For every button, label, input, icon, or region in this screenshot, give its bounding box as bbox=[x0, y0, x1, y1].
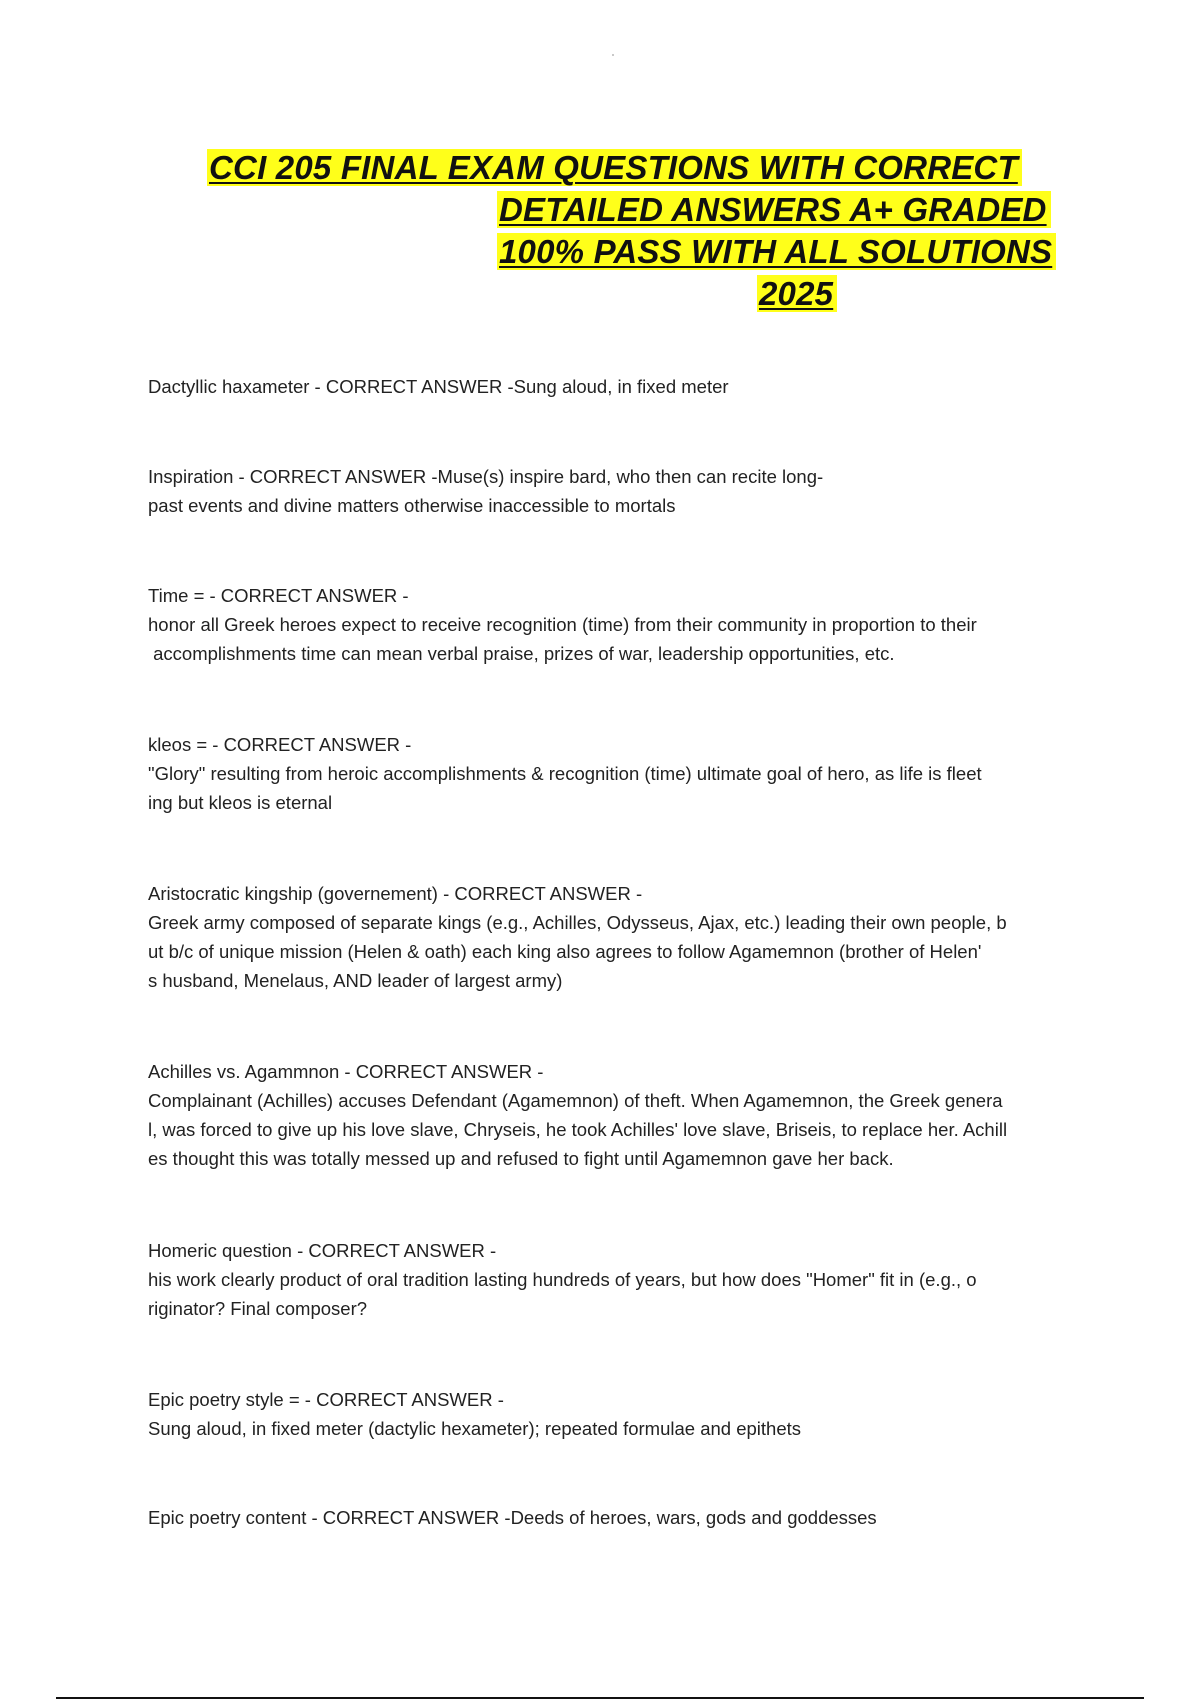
qa-answer-line: "Glory" resulting from heroic accomplishments & recognition (time) ultimate goal of hero, as life is fleet bbox=[148, 763, 982, 784]
qa-question: Epic poetry content - CORRECT ANSWER -Deeds of heroes, wars, gods and goddesses bbox=[148, 1507, 877, 1528]
qa-question: Epic poetry style = - CORRECT ANSWER - bbox=[148, 1389, 504, 1410]
title-line-2: DETAILED ANSWERS A+ GRADED bbox=[497, 190, 1051, 230]
qa-answer-line: Greek army composed of separate kings (e.g., Achilles, Odysseus, Ajax, etc.) leading their own people, b bbox=[148, 912, 1007, 933]
qa-answer-line: l, was forced to give up his love slave, Chryseis, he took Achilles' love slave, Briseis, to replace her. Achill bbox=[148, 1119, 1008, 1140]
qa-answer-line: past events and divine matters otherwise inaccessible to mortals bbox=[148, 495, 676, 516]
qa-question: Homeric question - CORRECT ANSWER - bbox=[148, 1240, 497, 1261]
qa-item-homeric-question bbox=[148, 1236, 1088, 1323]
title-line-3: 100% PASS WITH ALL SOLUTIONS bbox=[497, 232, 1056, 272]
qa-item-aristocratic-kingship bbox=[148, 879, 1088, 995]
qa-answer-line: honor all Greek heroes expect to receive recognition (time) from their community in proportion to their bbox=[148, 614, 977, 635]
qa-item-inspiration bbox=[148, 462, 1088, 520]
qa-answer-line: ut b/c of unique mission (Helen & oath) each king also agrees to follow Agamemnon (brother of Helen' bbox=[148, 941, 982, 962]
qa-item-achilles-vs-agammnon bbox=[148, 1057, 1088, 1173]
qa-item-epic-poetry-style bbox=[148, 1385, 1088, 1443]
qa-question: Inspiration - CORRECT ANSWER -Muse(s) inspire bard, who then can recite long- bbox=[148, 466, 824, 487]
qa-question: kleos = - CORRECT ANSWER - bbox=[148, 734, 412, 755]
qa-question: Dactyllic haxameter - CORRECT ANSWER -Sung aloud, in fixed meter bbox=[148, 376, 729, 397]
qa-item-epic-poetry-content bbox=[148, 1503, 1088, 1532]
qa-answer-line: ing but kleos is eternal bbox=[148, 792, 333, 813]
qa-question: Aristocratic kingship (governement) - CORRECT ANSWER - bbox=[148, 883, 643, 904]
qa-answer-line: his work clearly product of oral tradition lasting hundreds of years, but how does "Homer" fit in (e.g., o bbox=[148, 1269, 977, 1290]
qa-item-dactyllic-haxameter bbox=[148, 372, 1088, 401]
scan-speck bbox=[612, 54, 614, 56]
qa-item-time bbox=[148, 581, 1088, 668]
qa-item-kleos bbox=[148, 730, 1088, 817]
page-bottom-rule bbox=[56, 1697, 1144, 1699]
qa-answer-line: s husband, Menelaus, AND leader of largest army) bbox=[148, 970, 563, 991]
qa-question: Time = - CORRECT ANSWER - bbox=[148, 585, 409, 606]
qa-answer-line: es thought this was totally messed up and refused to fight until Agamemnon gave her back. bbox=[148, 1148, 894, 1169]
qa-answer-line: riginator? Final composer? bbox=[148, 1298, 368, 1319]
qa-question: Achilles vs. Agammnon - CORRECT ANSWER - bbox=[148, 1061, 544, 1082]
qa-answer-line: Sung aloud, in fixed meter (dactylic hexameter); repeated formulae and epithets bbox=[148, 1418, 802, 1439]
qa-answer-line: Complainant (Achilles) accuses Defendant (Agamemnon) of theft. When Agamemnon, the Greek genera bbox=[148, 1090, 1003, 1111]
title-line-4: 2025 bbox=[757, 274, 837, 314]
title-line-1: CCI 205 FINAL EXAM QUESTIONS WITH CORRECT bbox=[207, 148, 1022, 188]
qa-answer-line: accomplishments time can mean verbal praise, prizes of war, leadership opportunities, etc. bbox=[148, 643, 895, 664]
